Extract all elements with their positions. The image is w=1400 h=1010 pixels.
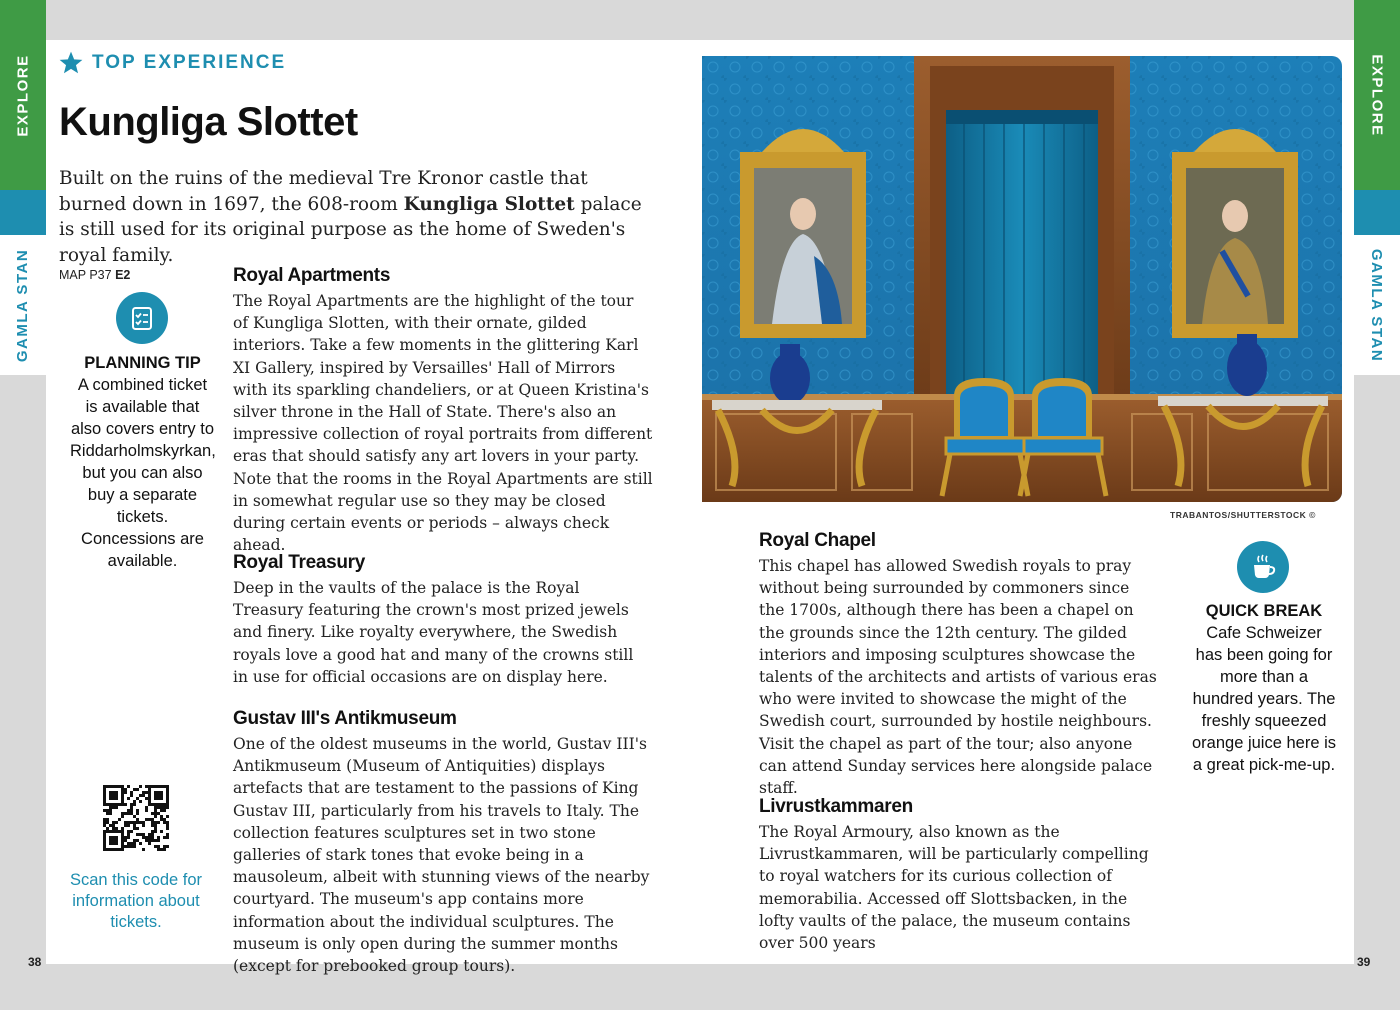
quick-break-heading: QUICK BREAK (1205, 602, 1323, 620)
section-body: Deep in the vaults of the palace is the Royal Treasury featuring the crown's most prized jewels and finery. Like royalty everywhere, the Swedish royals love a good hat and many of the crowns still in use for official occasions are on display here. (233, 579, 634, 686)
checklist-icon (116, 292, 168, 344)
intro-paragraph: Built on the ruins of the medieval Tre Kronor castle that burned down in 1697, the 608-room Kungliga Slottet palace is still used for its original purpose as the home of Sweden's royal family. (59, 168, 642, 266)
photo-credit: TRABANTOS/SHUTTERSTOCK © (1170, 510, 1316, 520)
palace-interior-photo (702, 56, 1342, 502)
section-body: The Royal Apartments are the highlight of the tour of Kungliga Slotten, with their ornate, gilded interiors. Take a few moments in the glittering Karl XI Gallery, inspired by Versailles' Hall of Mirrors with its sparkling chandeliers, or at Queen Kristina's silver throne in the Hall of State. There's also an impressive collection of royal portraits from different eras that should satisfy any art lovers in your party. Note that the rooms in the Royal Apartments are still in somewhat regular use so they may be closed during certain events or periods – always check ahead. (233, 292, 653, 555)
section-royal-chapel (759, 530, 1159, 799)
section-royal-treasury (233, 552, 653, 688)
gamla-stan-tab-right: GAMLA STAN (1354, 235, 1400, 375)
planning-tip-heading: PLANNING TIP (84, 354, 201, 372)
planning-tip-text: A combined ticket is available that also covers entry to Riddarholmskyrkan, but you can also buy a separate tickets. Concessions are available. (70, 376, 216, 570)
page-number-right: 39 (1357, 955, 1371, 969)
section-heading: Royal Treasury (233, 552, 366, 573)
section-heading: Gustav III's Antikmuseum (233, 708, 457, 729)
section-body: One of the oldest museums in the world, Gustav III's Antikmuseum (Museum of Antiquities) displays artefacts that are testament to the passions of King Gustav III, particularly from his travels to Italy. The collection features sculptures set in two stone galleries of stark tones that evoke being in a mausoleum, albeit with stunning views of the nearby courtyard. The museum's app contains more information about the individual sculptures. The museum is only open during the summer months (except for prebooked group tours). (233, 735, 650, 976)
section-heading: Royal Chapel (759, 530, 876, 551)
tab-divider-right (1354, 190, 1400, 235)
section-body: The Royal Armoury, also known as the Livrustkammaren, will be particularly compelling to royal watchers for its curious collection of memorabilia. Accessed off Slottsbacken, in the lofty vaults of the palace, the museum contains over 500 years (759, 823, 1149, 953)
star-icon (58, 50, 84, 76)
section-royal-apartments (233, 265, 653, 556)
section-heading: Royal Apartments (233, 265, 391, 286)
quick-break (1192, 600, 1336, 776)
page-title: Kungliga Slottet (59, 100, 358, 144)
explore-tab-left: EXPLORE (0, 0, 46, 190)
tab-divider-left (0, 190, 46, 235)
qr-caption: Scan this code for information about tickets. (69, 871, 203, 931)
gamla-stan-tab-left: GAMLA STAN (0, 235, 46, 375)
section-antikmuseum (233, 708, 653, 977)
coffee-cup-icon (1237, 541, 1289, 593)
map-reference: MAP P37 E2 (59, 268, 131, 282)
section-heading: Livrustkammaren (759, 796, 913, 817)
planning-tip (70, 352, 215, 572)
qr-code[interactable] (103, 785, 169, 851)
quick-break-text: Cafe Schweizer has been going for more than a hundred years. The freshly squeezed orange juice here is a great pick-me-up. (1192, 624, 1337, 774)
page-number-left: 38 (28, 955, 42, 969)
section-body: This chapel has allowed Swedish royals to pray without being surrounded by commoners since the 1700s, although there has been a chapel on the grounds since the 12th century. The gilded interiors and imposing sculptures showcase the talents of the architects and artists of various eras who were invited to showcase the might of the Swedish court, surrounded by hostile neighbours. Visit the chapel as part of the tour; also anyone can attend Sunday services here alongside palace staff. (759, 557, 1157, 798)
explore-tab-right: EXPLORE (1354, 0, 1400, 190)
top-experience-label: TOP EXPERIENCE (58, 50, 286, 76)
section-livrustkammaren (759, 796, 1159, 954)
